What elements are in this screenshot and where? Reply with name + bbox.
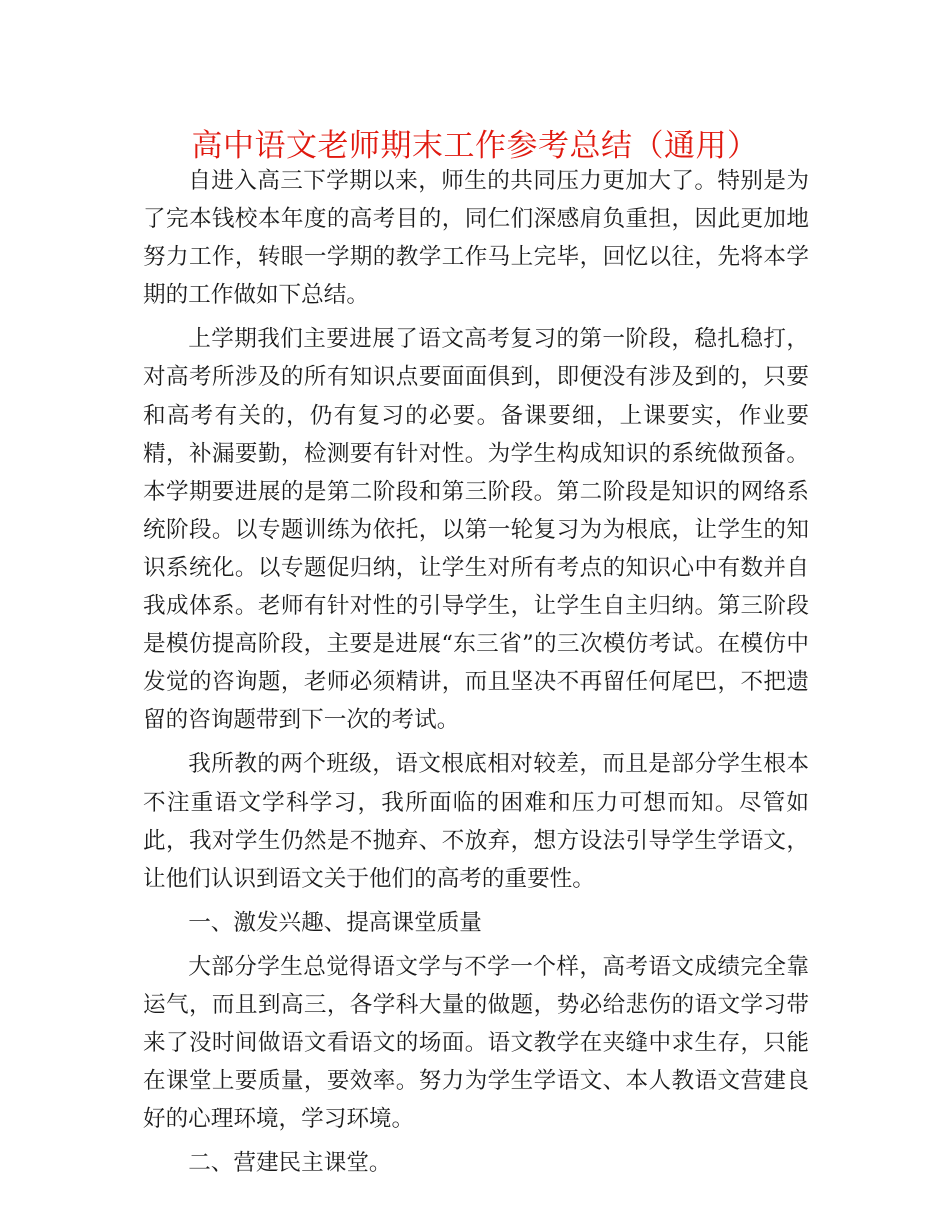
document-title: 高中语文老师期末工作参考总结（通用）: [191, 128, 759, 164]
paragraph-last-semester: 上学期我们主要进展了语文高考复习的第一阶段，稳扎稳打，对高考所涉及的所有知识点要面面俱到，即便没有涉及到的，只要和高考有关的，仍有复习的必要。备课要细，上课要实，作业要精，补漏要勤，检测要有针对性。为学生构成知识的系统做预备。本学期要进展的是第二阶段和第三阶段。第二阶段是知识的网络系统阶段。以专题训练为依托，以第一轮复习为为根底，让学生的知识系统化。以专题促归纳，让学生对所有考点的知识心中有数并自我成体系。老师有针对性的引导学生，让学生自主归纳。第三阶段是模仿提高阶段，主要是进展“东三省”的三次模仿考试。在模仿中发觉的咨询题，老师必须精讲，而且坚决不再留任何尾巴，不把遗留的咨询题带到下一次的考试。: [143, 326, 809, 734]
paragraph-classes: 我所教的两个班级，语文根底相对较差，而且是部分学生根本不注重语文学科学习，我所面临的困难和压力可想而知。尽管如此，我对学生仍然是不抛弃、不放弃，想方设法引导学生学语文，让他们认识到语文关于他们的高考的重要性。: [143, 751, 809, 892]
section-heading-2: 二、营建民主课堂。: [188, 1150, 392, 1177]
document-body: [143, 162, 809, 1182]
paragraph-intro: 自进入高三下学期以来，师生的共同压力更加大了。特别是为了完本钱校本年度的高考目的，同仁们深感肩负重担，因此更加地努力工作，转眼一学期的教学工作马上完毕，回忆以往，先将本学期的工作做如下总结。: [143, 168, 809, 309]
paragraph-interest: 大部分学生总觉得语文学与不学一个样，高考语文成绩完全靠运气，而且到高三，各学科大量的做题，势必给悲伤的语文学习带来了没时间做语文看语文的场面。语文教学在夹缝中求生存，只能在课堂上要质量，要效率。努力为学生学语文、本人教语文营建良好的心理环境，学习环境。: [143, 953, 809, 1133]
section-heading-1: 一、激发兴趣、提高课堂质量: [188, 909, 482, 936]
